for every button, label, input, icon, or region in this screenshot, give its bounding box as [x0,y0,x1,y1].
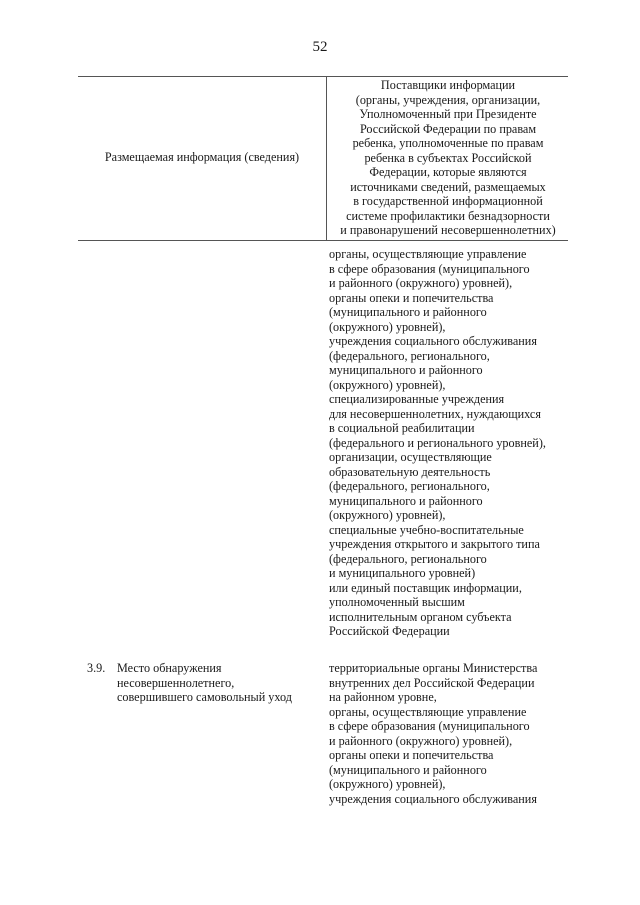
page-number: 52 [312,39,328,55]
header-providers-label: Поставщики информации (органы, учреждения, организации, Уполномоченный при Президенте Российской Федерации по правам ребенка, уполномоченные по правам ребенка в субъектах Российской Федерации, которые являются источниками сведений, размещаемых в государственной информационной системе профилактики безнадзорности и правонарушений несовершеннолетних) [340,78,556,237]
continued-providers-cell: органы, осуществляющие управление в сфере образования (муниципального и районного (окружного) уровней), органы опеки и попечительства (муниципального и районного (окружного) уровней), учреждения социального обслуживания (федерального, регионального, муниципального и районного (окружного) уровней), специализированные учреждения для несовершеннолетних, нуждающихся в социальной реабилитации (федерального и регионального уровней), организации, осуществляющие образовательную деятельность (федерального, регионального, муниципального и районного (окружного) уровней), специальные учебно-воспитательные учреждения открытого и закрытого типа (федерального, регионального и муниципального уровней) или единый поставщик информации, уполномоченный высшим исполнительным органом субъекта Российской Федерации [329,247,546,638]
row-number: 3.9. [87,661,106,675]
row-providers-cell: территориальные органы Министерства внутренних дел Российской Федерации на районном уровне, органы, осуществляющие управление в сфере образования (муниципального и районного (окружного) уровней), органы опеки и попечительства (муниципального и районного (окружного) уровней), учреждения социального обслуживания [329,661,538,806]
row-info-cell: Место обнаружения несовершеннолетнего, совершившего самовольный уход [117,661,292,704]
header-info-column [78,77,326,238]
table-header-bottom-rule [78,240,568,241]
header-info-label: Размещаемая информация (сведения) [104,150,300,165]
